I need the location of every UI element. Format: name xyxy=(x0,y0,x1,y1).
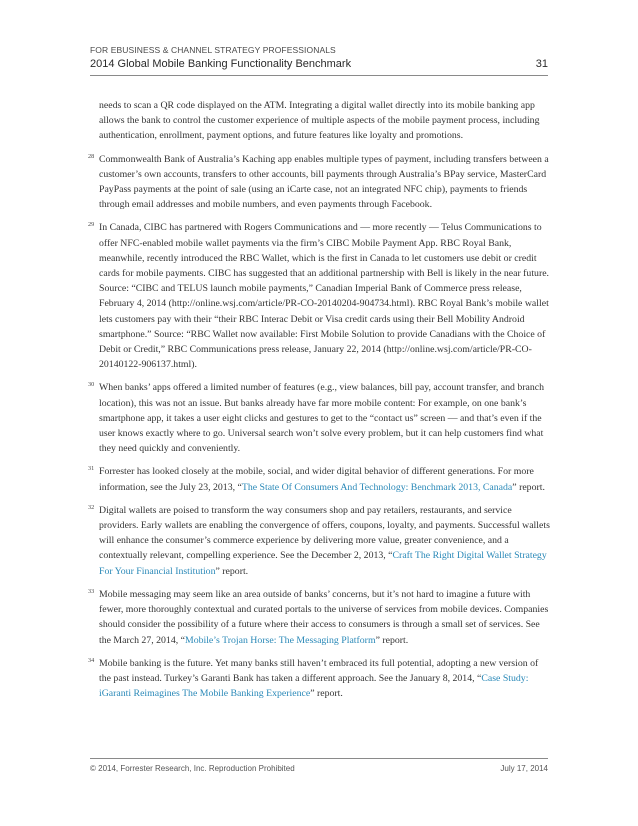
endnote-text: When banks’ apps offered a limited number of features (e.g., view balances, bill pay, account transfer, and branch location), this was not an issue. But banks already have far more mobile content: For example, on one bank’s smartphone app, it takes a user eight clicks and gestures to get to the “contact us” screen — and that’s even if the user knows exactly where to go. Universal search won’t solve every problem, but it can help customers find what they need quickly and conveniently. xyxy=(99,382,545,455)
endnote-text-tail: ” report. xyxy=(310,688,343,700)
report-link[interactable]: Case Study: iGaranti Reimagines The Mobile Banking Experience xyxy=(99,672,529,700)
endnote-text: Mobile messaging may seem like an area outside of banks’ concerns, but it’s not hard to imagine a future with fewer, more thoroughly contextual and curated portals to the universe of services from mobile devices. Companies should consider the possibility of a future where their access to consumers is through a small set of services. See the March 27, 2014, “ xyxy=(99,588,549,646)
endnote-text-tail: ” report. xyxy=(215,565,249,577)
endnote-28 xyxy=(88,152,550,213)
endnote-number: 28 xyxy=(88,152,95,160)
endnote-number: 34 xyxy=(88,656,95,664)
endnote-33 xyxy=(88,587,550,648)
footer-copyright: © 2014, Forrester Research, Inc. Reproduction Prohibited xyxy=(90,764,295,773)
endnote-number: 30 xyxy=(88,381,95,389)
endnotes xyxy=(88,98,550,709)
endnote-number: 33 xyxy=(88,587,95,595)
endnote-number: 31 xyxy=(88,465,95,473)
header-kicker: FOR EBUSINESS & CHANNEL STRATEGY PROFESSIONALS xyxy=(90,45,336,55)
endnote-30 xyxy=(88,380,550,456)
endnote-29 xyxy=(88,220,550,372)
report-link[interactable]: Craft The Right Digital Wallet Strategy For Your Financial Institution xyxy=(99,550,547,577)
footer-rule xyxy=(90,758,548,759)
endnote-text-tail: ” report. xyxy=(512,481,545,493)
endnote-text: Forrester has looked closely at the mobile, social, and wider digital behavior of different generations. For more information, see the July 23, 2013, “ xyxy=(99,466,534,493)
endnote-text-tail: ” report. xyxy=(375,634,409,646)
endnote-32 xyxy=(88,503,550,579)
endnote-number: 29 xyxy=(88,221,95,229)
page-number: 31 xyxy=(535,58,548,70)
endnote-text: Commonwealth Bank of Australia’s Kaching app enables multiple types of payment, including transfers between a customer’s own accounts, transfers to other accounts, bill payments through Australia’s BPay service, MasterCard PayPass payments at the point of sale (using an iCarte case, not an integrated NFC chip), payments to friends through email addresses and mobile numbers, and even payments through Facebook. xyxy=(99,153,549,211)
footer-date: July 17, 2014 xyxy=(500,764,548,773)
header-title: 2014 Global Mobile Banking Functionality Benchmark xyxy=(90,58,352,70)
report-link[interactable]: Mobile’s Trojan Horse: The Messaging Platform xyxy=(184,634,376,646)
continuation-paragraph: needs to scan a QR code displayed on the ATM. Integrating a digital wallet directly into its mobile banking app allows the bank to control the customer experience of multiple aspects of the mobile payment process, including authentication, enrollment, payment options, and future features like loyalty and promotions. xyxy=(99,100,540,142)
header-rule xyxy=(90,75,548,76)
endnote-number: 32 xyxy=(88,503,95,511)
endnote-text: Mobile banking is the future. Yet many banks still haven’t embraced its full potential, adopting a new version of the past instead. Turkey’s Garanti Bank has taken a different approach. See the January 8, 2014, “ xyxy=(99,657,539,684)
endnote-34 xyxy=(88,656,550,702)
report-link[interactable]: The State Of Consumers And Technology: Benchmark 2013, Canada xyxy=(241,481,513,493)
endnote-text: Digital wallets are poised to transform the way consumers shop and pay retailers, restaurants, and service providers. Early wallets are enabling the convergence of offers, coupons, loyalty, and payments. Successful wallets will enhance the consumer’s commerce experience by delivering more value, greater convenience, and a contextually relevant, compelling experience. See the December 2, 2013, “ xyxy=(99,504,550,562)
endnote-31 xyxy=(88,464,550,494)
endnote-text: In Canada, CIBC has partnered with Rogers Communications and — more recently — Telus Communications to offer NFC-enabled mobile wallet payments via the firm’s CIBC Mobile Payment App. RBC Royal Bank, meanwhile, recently introduced the RBC Wallet, which is the first in Canada to let customers use debit or credit cards for mobile payments. CIBC has suggested that an additional partnership with Bell is likely in the near future. Source: “CIBC and TELUS launch mobile payments,” Canadian Imperial Bank of Commerce press release, February 4, 2014 (http://online.wsj.com/article/PR-CO-20140204-904734.html). RBC Royal Bank’s mobile wallet lets customers pay with their “their RBC Interac Debit or Visa credit cards using their Bell Mobility Android smartphone.” Source: “RBC Wallet now available: First Mobile Solution to provide Canadians with the Choice of Debit or Credit,” RBC Communications press release, January 22, 2014 (http://online.wsj.com/article/PR-CO-20140122-906137.html). xyxy=(99,222,550,371)
